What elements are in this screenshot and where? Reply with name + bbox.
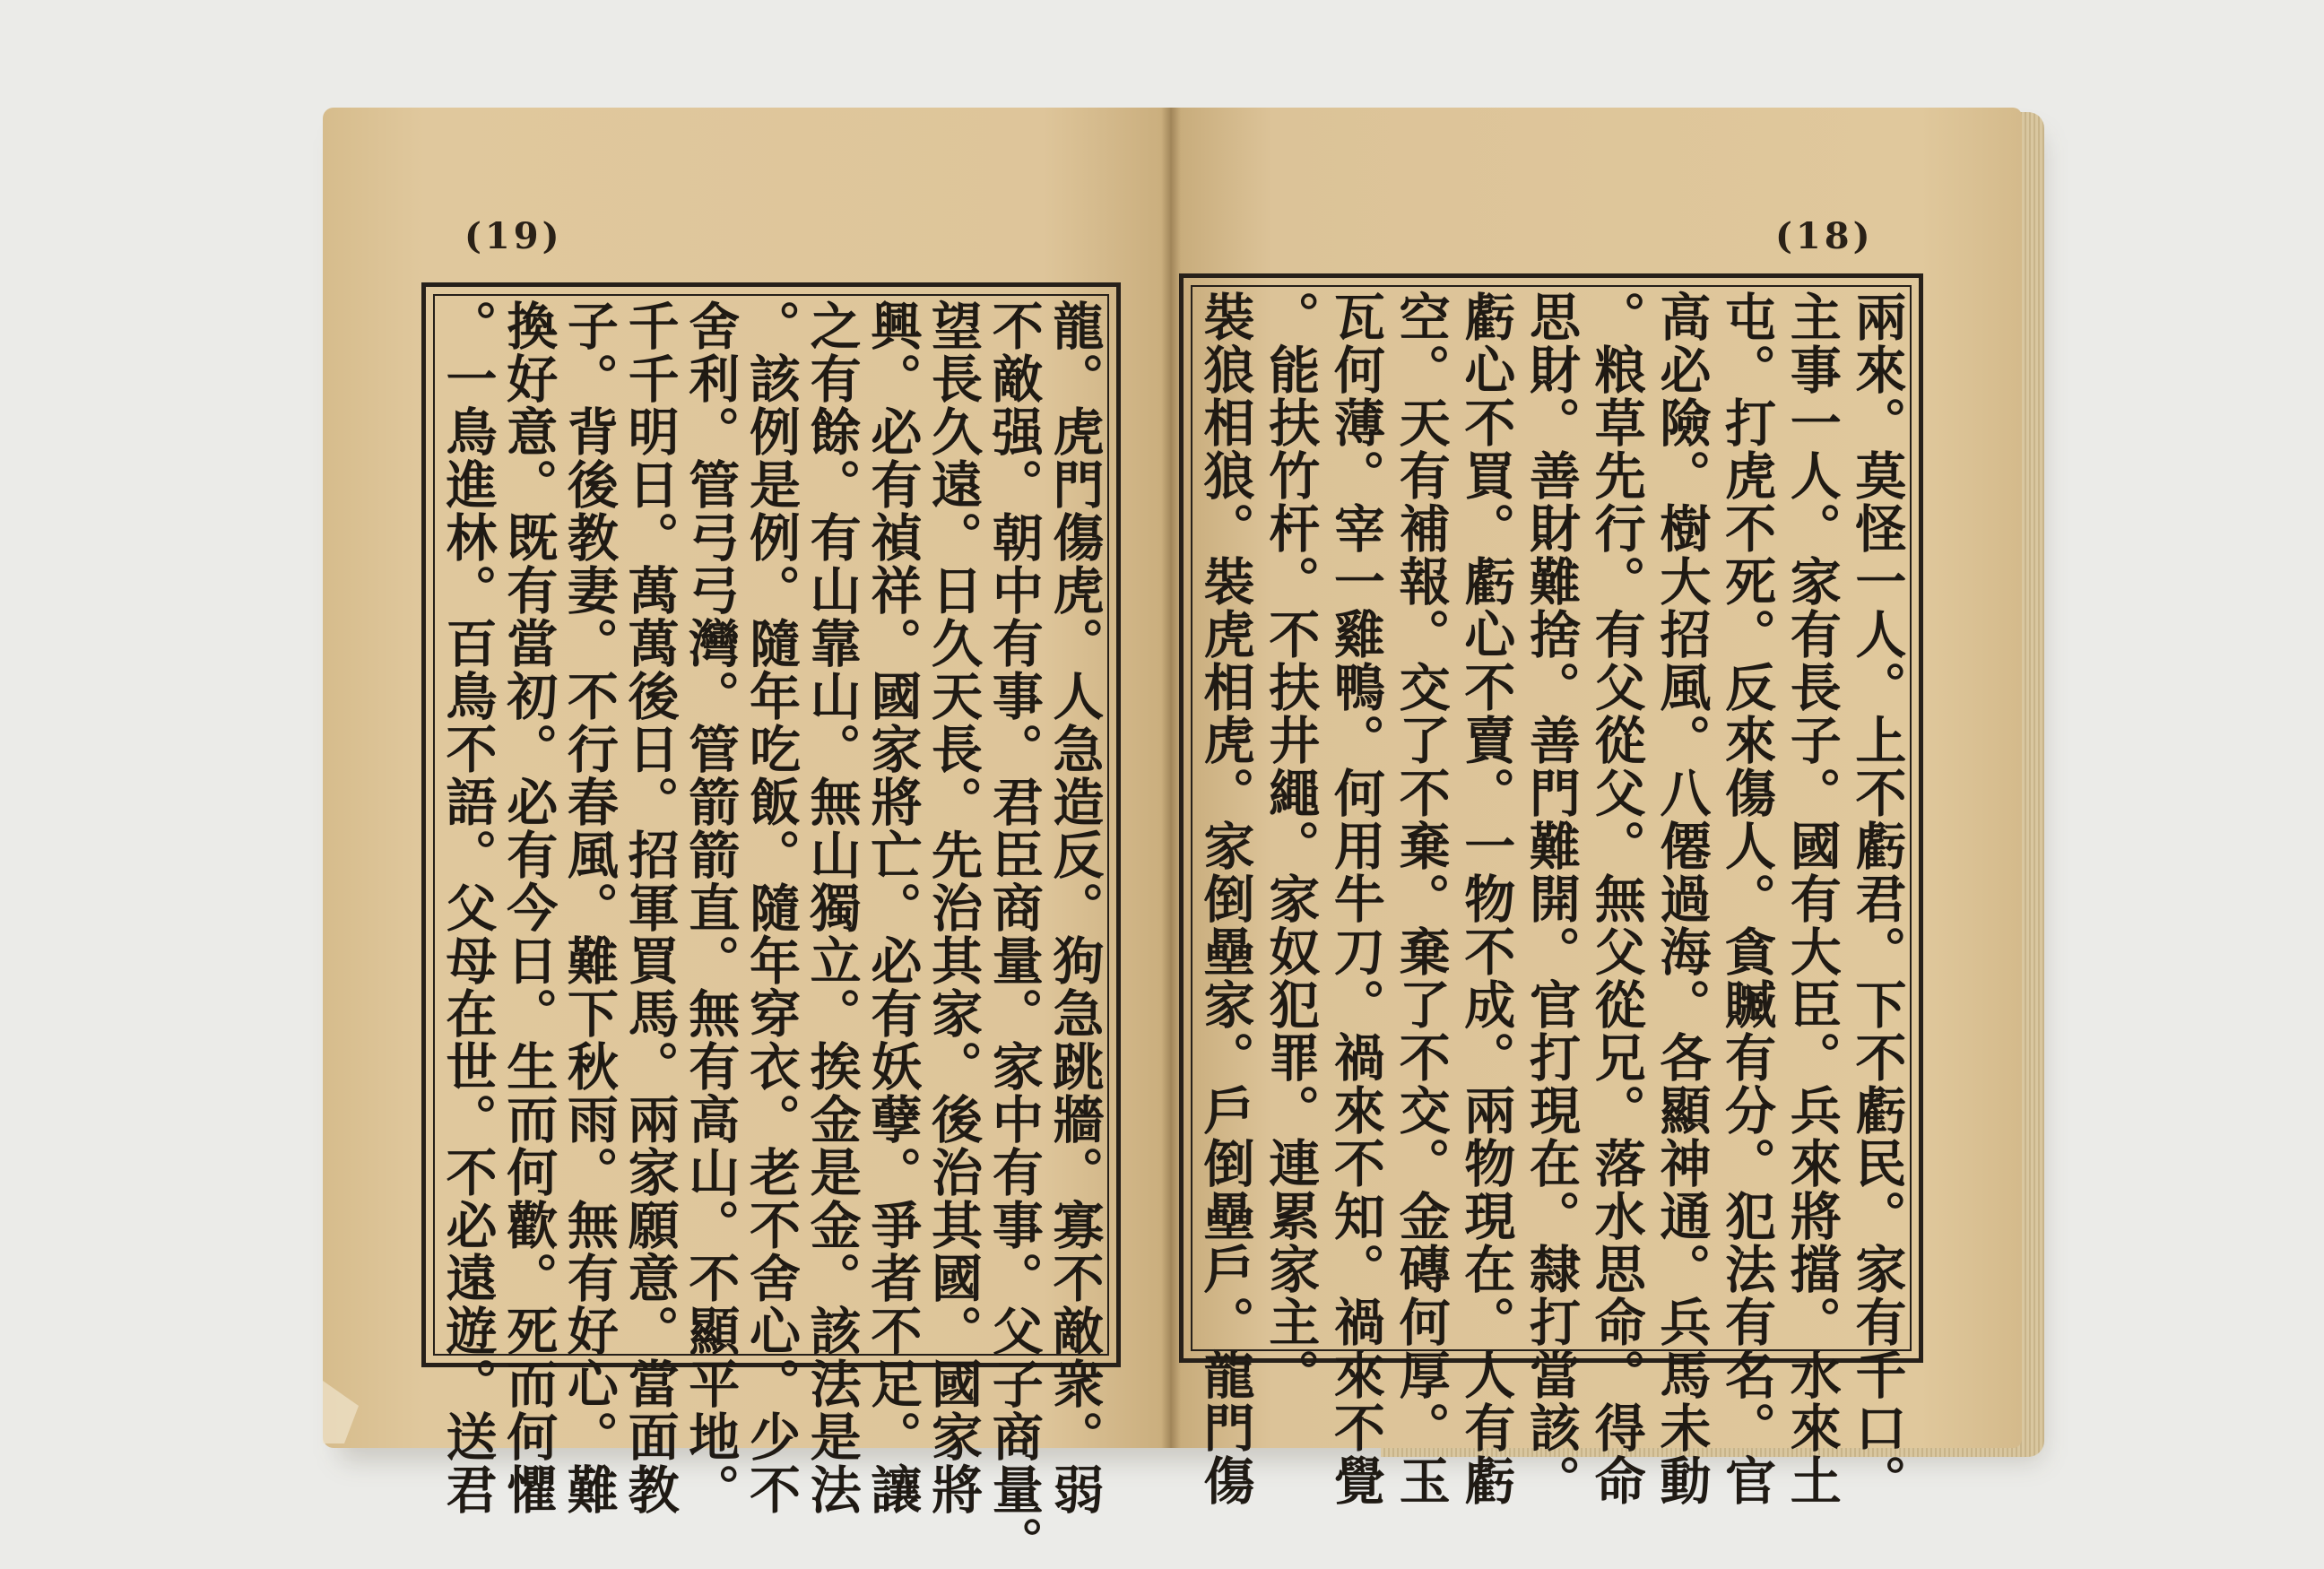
text-column: 不敵强。朝中有事。君臣商量。家中有事。父子商量。 [984, 299, 1045, 1569]
text-column: 瓦何薄。宰一雞鴨。何用牛刀。禍來不知。禍來不覺 [1325, 290, 1386, 1507]
book-gutter [1161, 108, 1181, 1448]
right-text-columns [1195, 290, 1907, 1507]
text-column: 千千明日。萬萬後日。招軍買馬。兩家願意。當面教 [620, 299, 681, 1516]
text-column: 空。天有補報。交了不棄。棄了不交。金磚何厚。玉 [1391, 290, 1452, 1507]
text-column: 子。背後教妻。不行春風。難下秋雨。無有好心。難 [559, 299, 620, 1516]
left-text-columns [438, 299, 1105, 1569]
text-column: 龍。虎門傷虎。人急造反。狗急跳牆。寡不敵衆。弱 [1044, 299, 1105, 1516]
text-column: 裝狼相狼。裝虎相虎。家倒壘家。戶倒壘戶。龍門傷 [1195, 290, 1255, 1507]
text-column: 。能扶竹杆。不扶井繩。家奴犯罪。連累家主。 [1260, 290, 1321, 1401]
text-column: 虧心不買。虧心不賣。一物不成。兩物現在。人有虧 [1455, 290, 1516, 1507]
text-column: 換好意。既有當初。必有今日。生而何歡。死而何懼 [498, 299, 559, 1516]
left-page-number: (19) [464, 215, 563, 257]
text-column: 舍利。管弓弓灣。管箭箭直。無有高山。不顯平地。 [680, 299, 741, 1516]
left-text-frame [421, 282, 1121, 1569]
text-column: 之有餘。有山靠山。無山獨立。挨金是金。該法是法 [802, 299, 863, 1516]
text-column: 。粮草先行。有父從父。無父從兄。落水思命。得命 [1586, 290, 1647, 1507]
text-column: 屯。打虎不死。反來傷人。貪贓有分。犯法有名。官 [1716, 290, 1777, 1507]
text-column: 。一鳥進林。百鳥不語。父母在世。不必遠遊。送君 [438, 299, 498, 1516]
text-column: 興。必有禎祥。國家將亡。必有妖孽。爭者不足。讓 [862, 299, 923, 1516]
right-page-number: (18) [1775, 215, 1874, 257]
text-column: 思財。善財難捨。善門難開。官打現在。隸打當該。 [1521, 290, 1582, 1507]
right-text-frame [1179, 273, 1923, 1507]
text-column: 。該例是例。隨年吃飯。隨年穿衣。老不舍心。少不 [741, 299, 802, 1516]
text-column: 主事一人。家有長子。國有大臣。兵來將擋。水來土 [1782, 290, 1843, 1507]
text-column: 望長久遠。日久天長。先治其家。後治其國。國家將 [923, 299, 984, 1516]
text-column: 兩來。莫怪一人。上不虧君。下不虧民。家有千口。 [1846, 290, 1907, 1507]
text-column: 高必險。樹大招風。八僊過海。各顯神通。兵馬未動 [1651, 290, 1712, 1507]
